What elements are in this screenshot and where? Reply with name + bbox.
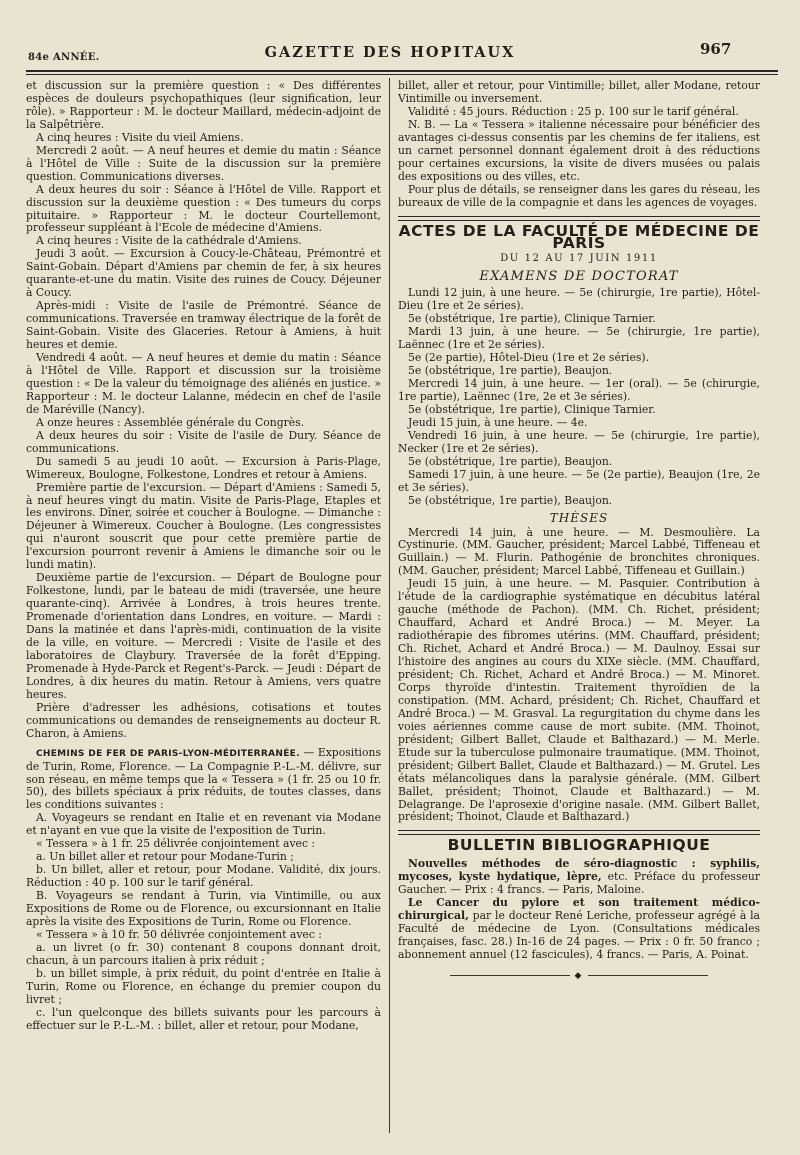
book-details: par le docteur René Leriche, professeur agrégé à la Faculté de médecine de Lyon. (Consultations médicales françaises, fasc. 28.) In-16 de 24 pages. — Prix : 0 fr. 50 franco ; abonnement annuel (12 fascicules), 4 francs. — Paris, A. Poinat. <box>398 909 760 962</box>
paragraph: A deux heures du soir : Visite de l'asile de Dury. Séance de communications. <box>26 428 381 455</box>
book-title: Nouvelles méthodes de séro-diagnostic : syphilis, mycoses, kyste hydatique, lèpre, <box>398 857 760 884</box>
exam-line: Mardi 13 juin, à une heure. — 5e (chirurgie, 1re partie), Laënnec (1re et 2e séries). <box>398 325 760 352</box>
left-column <box>26 80 381 1033</box>
paragraph: A. Voyageurs se rendant en Italie et en revenant via Modane et n'ayant en vue que la visite de l'exposition de Turin. <box>26 811 381 838</box>
paragraph: Du samedi 5 au jeudi 10 août. — Excursion à Paris-Plage, Wimereux, Boulogne, Folkestone, Londres et retour à Amiens. <box>26 454 381 481</box>
paragraph: A cinq heures : Visite du vieil Amiens. <box>36 130 244 144</box>
paragraph: A onze heures : Assemblée générale du Congrès. <box>36 415 305 429</box>
exam-line: Mercredi 14 juin, à une heure. — 1er (oral). — 5e (chirurgie, 1re partie), Laënnec (1re, 2e et 3e séries). <box>398 377 760 403</box>
exam-line: 5e (obstétrique, 1re partie), Beaujon. <box>408 364 613 378</box>
actes-subtitle: DU 12 AU 17 JUIN 1911 <box>500 253 658 265</box>
these-entry: Jeudi 15 juin, à une heure. — M. Pasquier. Contribution à l'étude de la cardiographie systématique en décubitus latéral gauche (méthode de Pachon). (MM. Ch. Richet, président; Chauffard, Achard et André Broca.) — M. Meyer. La radiothérapie des fibromes utérins. (MM. Chauffard, président; Ch. Richet, Achard et André Broca.) — M. Daulnoy. Essai sur l'histoire des angines au cours du XIXe siècle. (MM. Chauffard, président; Ch. Richet, Achard et André Broca.) — M. Minoret. Corps thyroïde d'intestin. Traitement thyroïdien de la constipation. (MM. Achard, président; Ch. Richet, Chauffard et André Broca.) — M. Grasval. La regurgitation du chyme dans les voies aériennes comme cause de mort subite. (MM. Thoinot, président; Gilbert Ballet, Claude et Balthazard.) — M. Merle. Etude sur la tuberculose pulmonaire traumatique. (MM. Thoinot, président; Gilbert Ballet, Claude et Balthazard.) — M. Grutel. Les états mélancoliques dans la paralysie générale. (MM. Gilbert Ballet, président; Thoinot, Claude et Balthazard.) — M. Delagrange. De l'aprosexie d'origine nasale. (MM. Gilbert Ballet, président; Thoinot, Claude et Balthazard.) <box>398 577 760 824</box>
paragraph: Mercredi 2 août. — A neuf heures et demie du matin : Séance à l'Hôtel de Ville : Suite de la discussion sur la première question. Communications diverses. <box>26 143 381 183</box>
paragraph: Jeudi 3 août. — Excursion à Coucy-le-Château, Prémontré et Saint-Gobain. Départ d'Amiens par chemin de fer, à six heures quarante-et-une du matin. Visite des ruines de Coucy. Déjeuner à Coucy. <box>26 247 381 300</box>
paragraph: A deux heures du soir : Séance à l'Hôtel de Ville. Rapport et discussion sur la deuxième question : « Des tumeurs du corps pituitaire. » Rapporteur : M. le docteur Courtellemont, professeur suppléant à l'Ecole de médecine d'Amiens. <box>26 182 381 235</box>
examens-heading: EXAMENS DE DOCTORAT <box>479 269 679 285</box>
exam-line: Samedi 17 juin, à une heure. — 5e (2e partie), Beaujon (1re, 2e et 3e séries). <box>398 467 760 494</box>
railway-intro-text: — Expositions de Turin, Rome, Florence. — La Compagnie P.-L.-M. délivre, sur son réseau, en même temps que la « Tessera » (1 fr. 25 ou 10 fr. 50), des billets spéciaux à prix réduits, de toutes classes, dans les conditions suivantes : <box>26 745 381 812</box>
exam-line: 5e (obstétrique, 1re partie), Clinique Tarnier. <box>408 312 656 326</box>
these-entry: Mercredi 14 juin, à une heure. — M. Desmoulière. La Cystinurie. (MM. Gaucher, président; Marcel Labbé, Tiffeneau et Guillain.) — M. Flurin. Pathogénie de bronchites chroniques. (MM. Gaucher, président; Marcel Labbé, Tiffeneau et Guillain.) <box>398 525 760 578</box>
exam-line: Jeudi 15 juin, à une heure. — 4e. <box>408 415 588 429</box>
section-rule <box>398 216 760 221</box>
railway-intro <box>26 747 381 813</box>
paragraph: billet, aller et retour, pour Vintimille; billet, aller Modane, retour Vintimille ou inversement. <box>398 79 760 105</box>
end-ornament: ◆ <box>398 970 760 983</box>
theses-heading: THÈSES <box>549 510 609 525</box>
right-column <box>398 80 760 983</box>
bibliography-entry <box>398 858 760 897</box>
header-rule <box>26 70 778 75</box>
book-details: etc. Préface du professeur Gaucher. — Prix : 4 francs. — Paris, Maloine. <box>398 870 760 897</box>
paragraph: b. un billet simple, à prix réduit, du point d'entrée en Italie à Turin, Rome ou Florence, en échange du premier coupon du livret ; <box>26 966 381 1006</box>
bulletin-title: BULLETIN BIBLIOGRAPHIQUE <box>447 836 711 855</box>
bibliography-entry <box>398 897 760 962</box>
paragraph: N. B. — La « Tessera » italienne nécessaire pour bénéficier des avantages ci-dessus consentis par les chemins de fer italiens, est un carnet personnel donnant également droit à des réductions pour certaines excursions, la visite de divers musées ou palais des expositions ou des villes, etc. <box>398 117 760 183</box>
exam-line: 5e (obstétrique, 1re partie), Beaujon. <box>408 493 613 507</box>
paragraph: « Tessera » à 10 fr. 50 délivrée conjointement avec : <box>36 927 322 941</box>
paragraph: c. l'un quelconque des billets suivants pour les parcours à effectuer sur le P.-L.-M. : billet, aller et retour, pour Modane, <box>26 1005 381 1032</box>
paragraph: B. Voyageurs se rendant à Turin, via Vintimille, ou aux Expositions de Rome ou de Florence, ou excursionnant en Italie après la visite des Expositions de Turin, Rome ou Florence. <box>26 889 381 928</box>
paragraph: Vendredi 4 août. — A neuf heures et demie du matin : Séance à l'Hôtel de Ville. Rapport et discussion sur la troisième question : « De la valeur du témoignage des aliénés en justice. » Rapporteur : M. le docteur Lalanne, médecin en chef de l'asile de Maréville (Nancy). <box>26 351 381 416</box>
exam-line: 5e (obstétrique, 1re partie), Beaujon. <box>408 454 613 468</box>
paragraph: A cinq heures : Visite de la cathédrale d'Amiens. <box>36 234 302 248</box>
exam-line: 5e (obstétrique, 1re partie), Clinique Tarnier. <box>408 402 656 416</box>
paragraph: Prière d'adresser les adhésions, cotisations et toutes communications ou demandes de renseignements au docteur R. Charon, à Amiens. <box>26 700 381 740</box>
actes-title: ACTES DE LA FACULTÉ DE MÉDECINE DE PARIS <box>398 221 760 253</box>
paragraph: et discussion sur la première question : « Des différentes espèces de douleurs psychopathiques (leur signification, leur rôle). » Rapporteur : M. le docteur Maillard, médecin-adjoint de la Salpêtrière. <box>26 79 381 131</box>
railway-heading: CHEMINS DE FER DE PARIS-LYON-MÉDITERRANÉE. <box>36 748 300 759</box>
paragraph: Pour plus de détails, se renseigner dans les gares du réseau, les bureaux de ville de la compagnie et dans les agences de voyages. <box>398 182 760 209</box>
paragraph: Après-midi : Visite de l'asile de Prémontré. Séance de communications. Traversée en tramway électrique de la forêt de Saint-Gobain. Visite des Glaceries. Retour à Amiens, à huit heures et demie. <box>26 299 381 352</box>
exam-line: 5e (2e partie), Hôtel-Dieu (1re et 2e séries). <box>408 351 650 365</box>
exam-line: Vendredi 16 juin, à une heure. — 5e (chirurgie, 1re partie), Necker (1re et 2e séries). <box>398 428 760 455</box>
paragraph: a. un livret (o fr. 30) contenant 8 coupons donnant droit, chacun, à un parcours italien à prix réduit ; <box>26 940 381 967</box>
paragraph: Première partie de l'excursion. — Départ d'Amiens : Samedi 5, à neuf heures vingt du matin. Visite de Paris-Plage, Etaples et les environs. Dîner, soirée et coucher à Boulogne. — Dimanche : Déjeuner à Wimereux. Coucher à Boulogne. (Les congressistes qui n'auront souscrit que pour cette première partie de l'excursion pourront revenir à Amiens le dimanche soir ou le lundi matin). <box>26 480 381 572</box>
paragraph: Validité : 45 jours. Réduction : 25 p. 100 sur le tarif général. <box>408 104 739 118</box>
paragraph: a. Un billet aller et retour pour Modane-Turin ; <box>36 850 294 864</box>
page-number: 967 <box>700 40 732 58</box>
book-title: Le Cancer du pylore et son traitement médico-chirurgical, <box>398 896 760 923</box>
paragraph: b. Un billet, aller et retour, pour Modane. Validité, dix jours. Réduction : 40 p. 100 sur le tarif général. <box>26 863 381 890</box>
column-divider <box>389 78 390 1133</box>
paragraph: « Tessera » à 1 fr. 25 délivrée conjointement avec : <box>36 837 316 851</box>
year-label: 84e ANNÉE. <box>28 52 100 63</box>
exam-line: Lundi 12 juin, à une heure. — 5e (chirurgie, 1re partie), Hôtel-Dieu (1re et 2e séries). <box>398 286 760 313</box>
section-rule <box>398 830 760 835</box>
paragraph: Deuxième partie de l'excursion. — Départ de Boulogne pour Folkestone, lundi, par le bateau de midi (traversée, une heure quarante-cinq). Arrivée à Londres, à trois heures trente. Promenade d'orientation dans Londres, en voiture. — Mardi : Dans la matinée et dans l'après-midi, continuation de la visite de la ville, en voiture. — Mercredi : Visite de l'asile et des laboratoires de Claybury. Traversée de la forêt d'Epping. Promenade à Hyde-Parck et Regent's-Parck. — Jeudi : Départ de Londres, à dix heures du matin. Retour à Amiens, vers quatre heures. <box>26 571 381 701</box>
journal-title: GAZETTE DES HOPITAUX <box>264 44 516 61</box>
